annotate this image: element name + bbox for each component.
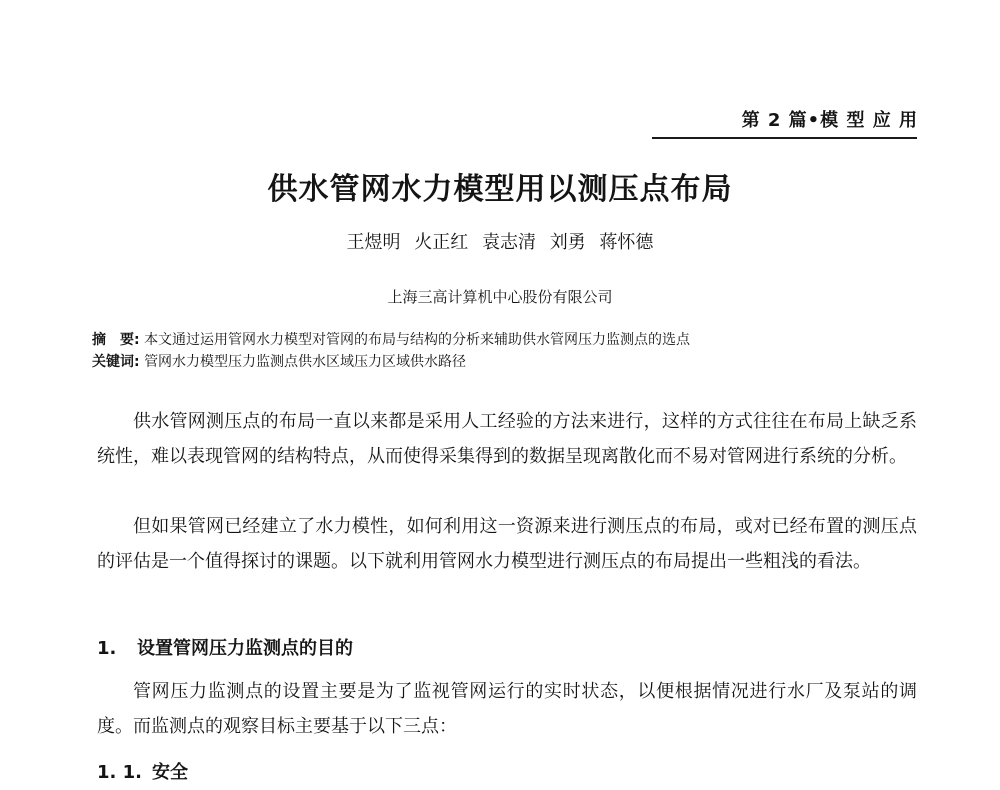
abstract-label: 摘 要: xyxy=(92,332,140,348)
body-paragraph-1: 供水管网测压点的布局一直以来都是采用人工经验的方法来进行，这样的方式往往在布局上缺乏系统性，难以表现管网的结构特点，从而使得采集得到的数据呈现离散化而不易对管网进行系统的分析。 xyxy=(97,411,917,467)
keywords-text: 管网水力模型压力监测点供水区域压力区域供水路径 xyxy=(144,354,467,370)
section-title: 设置管网压力监测点的目的 xyxy=(137,638,353,659)
abstract xyxy=(92,330,690,350)
header-rule xyxy=(652,137,917,139)
body-paragraph-2: 但如果管网已经建立了水力模性，如何利用这一资源来进行测压点的布局，或对已经布置的测压点的评估是一个值得探讨的课题。以下就利用管网水力模型进行测压点的布局提出一些粗浅的看法。 xyxy=(97,516,917,572)
paper-title: 供水管网水力模型用以测压点布局 xyxy=(267,172,733,207)
section-number: 1. xyxy=(97,638,117,659)
body-paragraph-3: 管网压力监测点的设置主要是为了监视管网运行的实时状态，以便根据情况进行水厂及泵站的调度。而监测点的观察目标主要基于以下三点： xyxy=(97,681,917,737)
section-heading-1 xyxy=(97,634,353,660)
section-heading-1-1 xyxy=(97,758,188,784)
affiliation: 上海三高计算机中心股份有限公司 xyxy=(387,288,613,306)
keywords xyxy=(92,352,466,372)
subsection-number: 1. 1. xyxy=(97,762,142,783)
subsection-title: 安全 xyxy=(152,762,188,783)
authors: 王煜明 火正红 袁志清 刘勇 蒋怀德 xyxy=(346,232,654,253)
abstract-text: 本文通过运用管网水力模型对管网的布局与结构的分析来辅助供水管网压力监测点的选点 xyxy=(144,332,691,348)
running-header: 第 2 篇•模 型 应 用 xyxy=(741,110,918,131)
keywords-label: 关键词: xyxy=(92,354,140,370)
